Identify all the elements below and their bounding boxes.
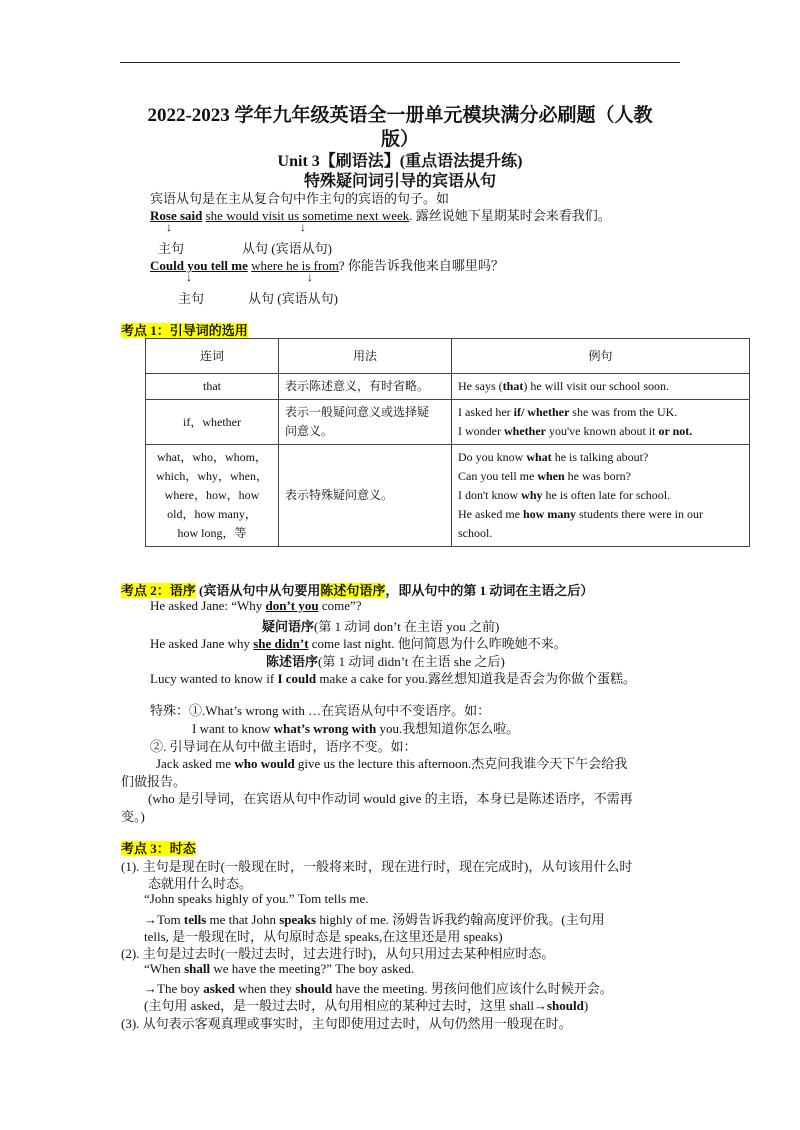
example-keyword: how many bbox=[522, 507, 576, 521]
example-sentence bbox=[458, 422, 743, 441]
table-body bbox=[146, 374, 750, 547]
example-text: ) he will visit our school soon. bbox=[523, 379, 669, 393]
example-cell bbox=[452, 445, 750, 547]
kp2-line-2: 疑问语序(第 1 动词 don’t 在主语 you 之前) bbox=[262, 619, 500, 634]
example-text: students there were in our bbox=[576, 507, 703, 521]
down-arrow-icon: ↓ bbox=[166, 220, 172, 234]
kp2-special-1: 特殊：①.What’s wrong with …在宾语从句中不变语序。如： bbox=[150, 703, 491, 718]
kp2-special-3: ②. 引导词在从句中做主语时，语序不变。如： bbox=[150, 739, 417, 754]
example-sentence bbox=[458, 377, 743, 396]
example-sentence bbox=[458, 403, 743, 422]
table-header-row bbox=[146, 339, 750, 374]
ex1-label-clause: 从句 (宾语从句) bbox=[242, 241, 332, 256]
conjunction-cell bbox=[146, 400, 279, 445]
conjunction-cell bbox=[146, 374, 279, 400]
ex2-label-main: 主句 bbox=[178, 291, 205, 306]
example-text: I asked her bbox=[458, 405, 514, 419]
kp3-p1-line5: tells, 是一般现在时，从句原时态是 speaks,在这里还是用 speaks) bbox=[144, 929, 503, 944]
example-sentence bbox=[458, 467, 743, 486]
kp3-p1-line4: →Tom tells me that John speaks highly of me. 汤姆告诉我约翰高度评价我。(主句用 bbox=[144, 912, 605, 927]
conjunction-table bbox=[145, 338, 750, 547]
kp2-line-5: Lucy wanted to know if I could make a cake for you.露丝想知道我是否会为你做个蛋糕。 bbox=[150, 671, 636, 686]
conjunction-line: old，how many， bbox=[167, 507, 257, 521]
kp3-heading: 考点 3：时态 bbox=[121, 841, 196, 856]
table-row bbox=[146, 445, 750, 547]
example-keyword: if/ whether bbox=[513, 405, 570, 419]
usage-line: 表示陈述意义，有时省略。 bbox=[285, 379, 430, 393]
intro-example-1 bbox=[150, 205, 611, 224]
example-text: I don't know bbox=[458, 488, 522, 502]
example-keyword: or not. bbox=[658, 424, 693, 438]
header-rule bbox=[120, 62, 680, 63]
example-sentence bbox=[458, 486, 743, 505]
intro-example-2 bbox=[150, 255, 504, 274]
usage-cell bbox=[279, 445, 452, 547]
kp2-heading: 考点 2：语序 (宾语从句中从句要用陈述句语序，即从句中的第 1 动词在主语之后） bbox=[121, 583, 594, 598]
kp2-special-7: 变。) bbox=[121, 809, 145, 824]
table-row bbox=[146, 374, 750, 400]
example-text: he is often late for school. bbox=[542, 488, 671, 502]
example-sentence bbox=[458, 448, 743, 467]
usage-line: 表示特殊疑问意义。 bbox=[285, 488, 394, 502]
table-header-cell: 连词 bbox=[146, 339, 279, 374]
example-keyword: what bbox=[526, 450, 552, 464]
intro-definition: 宾语从句是在主从复合句中作主句的宾语的句子。如 bbox=[150, 191, 450, 206]
example-text: he was born? bbox=[564, 469, 631, 483]
usage-cell bbox=[279, 374, 452, 400]
example-keyword: whether bbox=[503, 424, 546, 438]
example-keyword: that bbox=[502, 379, 524, 393]
ex1-label-main: 主句 bbox=[158, 241, 185, 256]
example-text: Do you know bbox=[458, 450, 527, 464]
kp2-special-4: Jack asked me who would give us the lecture this afternoon.杰克问我谁今天下午会给我 bbox=[156, 756, 628, 771]
down-arrow-icon: ↓ bbox=[300, 220, 306, 234]
example-keyword: when bbox=[537, 469, 565, 483]
example-text: you've known about it bbox=[545, 424, 659, 438]
conjunction-line: what，who，whom， bbox=[157, 450, 267, 464]
conjunction-line: where，how，how bbox=[164, 488, 260, 502]
unit-prefix: Unit 3 bbox=[277, 153, 320, 170]
ex2-object-clause: where he is from bbox=[251, 258, 339, 273]
kp3-p3-line1: (3). 从句表示客观真理或事实时，主句即使用过去时，从句仍然用一般现在时。 bbox=[121, 1016, 572, 1031]
kp3-p1-line2: 态就用什么时态。 bbox=[148, 876, 253, 891]
ex2-main-clause: Could you tell me bbox=[150, 258, 248, 273]
kp3-p2-line4: (主句用 asked，是一般过去时，从句用相应的某种过去时，这里 shall→should) bbox=[144, 998, 589, 1013]
kp2-line-4: 陈述语序(第 1 动词 didn’t 在主语 she 之后) bbox=[266, 654, 505, 669]
conjunction-line: if，whether bbox=[183, 414, 241, 429]
ex1-rest: . 露丝说她下星期某时会来看我们。 bbox=[409, 208, 611, 223]
ex2-label-clause: 从句 (宾语从句) bbox=[248, 291, 338, 306]
example-text: I wonder bbox=[458, 424, 504, 438]
conjunction-line: how long，等 bbox=[177, 526, 247, 540]
table-header-cell: 用法 bbox=[279, 339, 452, 374]
example-cell bbox=[452, 400, 750, 445]
kp2-line-1: He asked Jane: “Why don’t you come”? bbox=[150, 598, 362, 613]
kp3-p2-line2: “When shall we have the meeting?” The boy asked. bbox=[144, 961, 415, 976]
conjunction-line: that bbox=[203, 379, 221, 393]
topic-heading: 特殊疑问词引导的宾语从句 bbox=[303, 173, 496, 190]
example-text: He says ( bbox=[458, 379, 503, 393]
table-header-cell: 例句 bbox=[452, 339, 750, 374]
example-sentence bbox=[458, 505, 743, 524]
kp2-special-5: 们做报告。 bbox=[121, 774, 187, 789]
example-text: Can you tell me bbox=[458, 469, 538, 483]
page-title-line1: 2022-2023 学年九年级英语全一册单元模块满分必刷题（人教 bbox=[147, 105, 653, 126]
kp3-p2-line1: (2). 主句是过去时(一般过去时，过去进行时)，从句只用过去某种相应时态。 bbox=[121, 946, 555, 961]
usage-line: 表示一般疑问意义或选择疑 bbox=[285, 405, 430, 419]
example-keyword: why bbox=[521, 488, 543, 502]
unit-rest: 【刷语法】(重点语法提升练) bbox=[319, 153, 523, 170]
kp2-line-3: He asked Jane why she didn’t come last night. 他问简恩为什么昨晚她不来。 bbox=[150, 636, 567, 651]
example-cell bbox=[452, 374, 750, 400]
kp2-special-6: (who 是引导词，在宾语从句中作动词 would give 的主语，本身已是陈述语序，不需再 bbox=[148, 791, 633, 806]
down-arrow-icon: ↓ bbox=[186, 270, 192, 284]
page-title-line2: 版） bbox=[380, 129, 419, 150]
ex1-object-clause: she would visit us sometime next week bbox=[205, 208, 410, 223]
table-row bbox=[146, 400, 750, 445]
kp3-p1-line1: (1). 主句是现在时(一般现在时，一般将来时，现在进行时，现在完成时)，从句该用什么时 bbox=[121, 859, 633, 874]
example-sentence bbox=[458, 524, 743, 543]
conjunction-line: which，why，when， bbox=[156, 469, 268, 483]
conjunction-cell bbox=[146, 445, 279, 547]
kp1-heading: 考点 1：引导词的选用 bbox=[121, 323, 248, 338]
ex1-main-clause: Rose said bbox=[150, 208, 203, 223]
example-text: school. bbox=[458, 526, 493, 540]
example-text: he is talking about? bbox=[551, 450, 649, 464]
usage-cell bbox=[279, 400, 452, 445]
usage-line: 问意义。 bbox=[285, 424, 334, 438]
ex2-rest: ? 你能告诉我他来自哪里吗？ bbox=[338, 258, 504, 273]
kp2-special-2: I want to know what’s wrong with you.我想知道你怎么啦。 bbox=[192, 721, 520, 736]
down-arrow-icon: ↓ bbox=[307, 270, 313, 284]
kp3-p1-line3: “John speaks highly of you.” Tom tells me. bbox=[144, 891, 369, 906]
kp3-p2-line3: →The boy asked when they should have the meeting. 男孩问他们应该什么时候开会。 bbox=[144, 981, 613, 996]
example-text: He asked me bbox=[458, 507, 523, 521]
example-text: she was from the UK. bbox=[569, 405, 678, 419]
